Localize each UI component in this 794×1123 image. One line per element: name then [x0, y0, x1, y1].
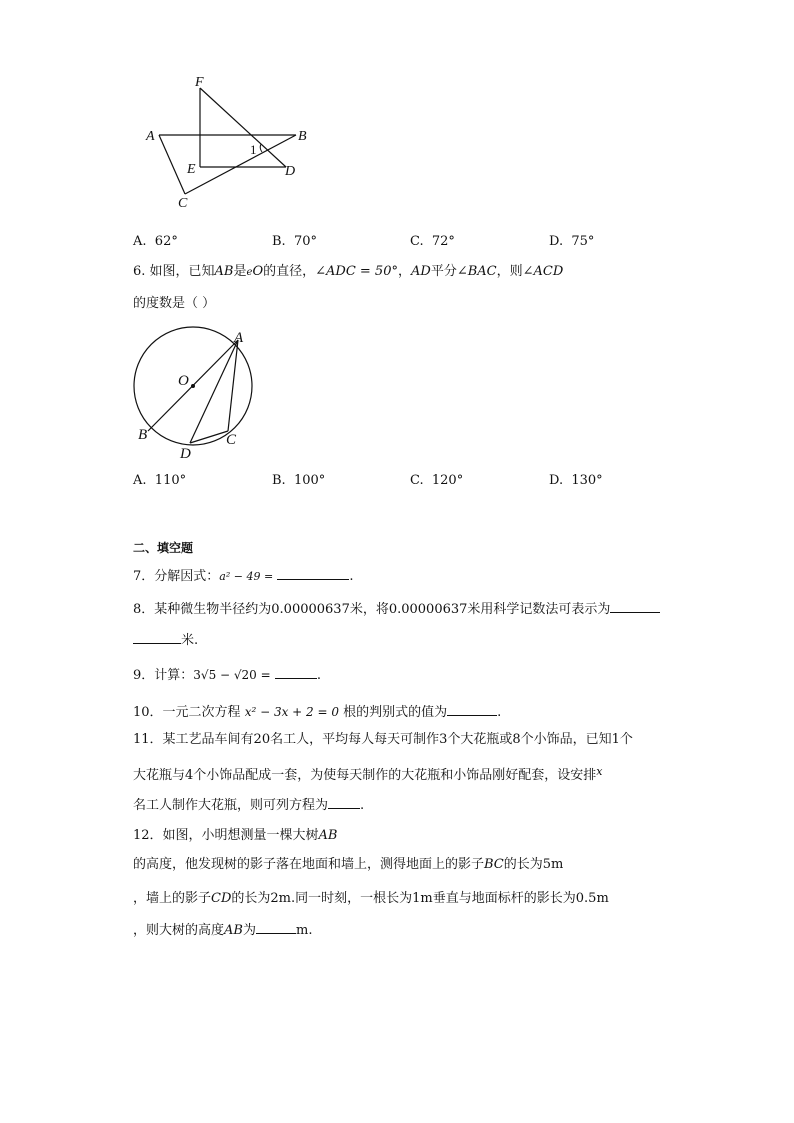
label-A: A [234, 330, 244, 346]
label-F: F [195, 75, 204, 90]
option-value: 120° [431, 473, 464, 488]
q6-then: ，则 [496, 264, 523, 279]
q12-cd: CD [211, 891, 232, 906]
label-E: E [187, 162, 196, 177]
label-O: O [178, 373, 189, 389]
q6-ad: AD [411, 264, 431, 279]
option-letter: D. [549, 234, 564, 249]
segment-FD [200, 88, 286, 167]
q5-option-d [549, 234, 594, 250]
question-12-line4 [133, 921, 312, 939]
q12-line1-text: 12．如图，小明想测量一棵大树 [133, 828, 319, 843]
q12-ab2: AB [224, 923, 243, 938]
q6-o: O [252, 264, 264, 279]
question-11-line2 [133, 764, 603, 784]
question-8-line1 [133, 600, 660, 618]
center-point [191, 384, 195, 388]
label-C: C [178, 196, 188, 211]
q12-2m: 2m [270, 891, 292, 906]
q12-line2-mid: 的长为 [503, 857, 543, 872]
q11-line2-text: 大花瓶与4个小饰品配成一套，为使每天制作的大花瓶和小饰品刚好配套，设安排 [133, 768, 597, 783]
q12-unit: m [295, 923, 309, 938]
option-letter: A. [133, 473, 147, 488]
q6-bisect: 平分 [430, 264, 457, 279]
segment-AD [190, 340, 238, 443]
q12-line3-d: 垂直与地面标杆的影长为 [432, 891, 576, 906]
option-letter: C. [410, 473, 424, 488]
q12-ab: AB [318, 828, 338, 843]
q6-is: 是 [233, 264, 247, 279]
q5-option-b [272, 234, 317, 250]
q6-line2: 的度数是（ ） [133, 296, 216, 311]
option-letter: B. [272, 473, 286, 488]
option-letter: D. [549, 473, 564, 488]
q12-line4-b: 为 [242, 923, 256, 938]
q8-end: 米. [181, 633, 199, 648]
answer-blank[interactable] [275, 666, 317, 679]
q8-text: 8．某种微生物半径约为0.00000637米，将0.00000637米用科学记数法可表示为 [133, 602, 611, 617]
option-letter: C. [410, 234, 424, 249]
q9-end: . [316, 668, 321, 683]
q6-line1 [133, 264, 563, 281]
q7-end: . [349, 569, 354, 584]
segment-CB [185, 135, 296, 194]
q6-option-d [549, 473, 603, 489]
question-8-line2 [133, 631, 198, 649]
q10-equation: x² − 3x + 2 = 0 [244, 705, 339, 719]
label-1: 1 [250, 142, 257, 157]
q12-line2-text: 的高度，他发现树的影子落在地面和墙上，测得地面上的影子 [133, 857, 485, 872]
label-C: C [226, 432, 237, 448]
q6-angle-acd: ∠ACD [522, 264, 564, 279]
option-value: 110° [154, 473, 187, 488]
question-7 [133, 567, 353, 585]
q7-number: 7．分解因式： [133, 569, 220, 584]
q6-option-a [133, 473, 186, 489]
q5-option-c [410, 234, 455, 250]
answer-blank[interactable] [328, 796, 360, 809]
question-10 [133, 703, 501, 721]
answer-blank[interactable] [447, 703, 497, 716]
q12-line3-b: 的长为 [231, 891, 271, 906]
q6-angle-bac: ∠BAC [456, 264, 497, 279]
label-D: D [285, 164, 296, 179]
answer-blank-continued[interactable] [133, 631, 181, 644]
question-11-line3 [133, 796, 364, 814]
geometry-figure-triangles [140, 72, 320, 212]
option-letter: A. [133, 234, 147, 249]
q10-rest: 根的判别式的值为 [343, 705, 448, 720]
question-12-line2 [133, 857, 563, 873]
q12-bc: BC [484, 857, 504, 872]
label-D: D [180, 446, 191, 462]
segment-AC [228, 340, 238, 431]
q9-expression: 3√5 − √20 = [193, 668, 271, 682]
q12-line3-c: .同一时刻，一根长为 [291, 891, 413, 906]
circle-symbol: e [246, 267, 253, 278]
section-heading: 二、填空题 [133, 541, 194, 555]
option-value: 62° [154, 234, 178, 249]
q6-option-c [410, 473, 463, 489]
option-value: 72° [431, 234, 455, 249]
q5-option-a [133, 234, 178, 250]
answer-blank[interactable] [277, 567, 349, 580]
q9-number: 9．计算： [133, 668, 194, 683]
label-A: A [146, 129, 155, 144]
label-B: B [298, 129, 307, 144]
q12-end: . [308, 923, 313, 938]
question-12-line3 [133, 891, 609, 907]
label-B: B [138, 427, 148, 443]
option-value: 100° [293, 473, 326, 488]
option-value: 130° [571, 473, 603, 488]
q6-angle-adc: ∠ADC = 50° [315, 264, 398, 279]
question-12-line1 [133, 828, 338, 844]
q11-variable: x [596, 765, 603, 778]
q7-expression: a² − 49 = [219, 570, 274, 583]
q6-option-b [272, 473, 325, 489]
q6-diam: 的直径， [263, 264, 316, 279]
q12-line4-a: ，则大树的高度 [133, 923, 225, 938]
q6-comma: ， [397, 264, 411, 279]
q6-ab: AB [214, 264, 234, 279]
question-11-line1: 11．某工艺品车间有20名工人，平均每人每天可制作3个大花瓶或8个小饰品，已知1个 [133, 732, 633, 747]
geometry-figure-circle [125, 325, 265, 465]
q12-0-5m: 0.5m [575, 891, 609, 906]
q11-end: . [360, 798, 365, 813]
q6-number: 6. 如图，已知 [133, 264, 215, 279]
q12-5m: 5m [542, 857, 564, 872]
q12-line3-a: ，墙上的影子 [133, 891, 212, 906]
q10-end: . [497, 705, 502, 720]
q10-number: 10．一元二次方程 [133, 705, 241, 720]
segment-AC [159, 135, 185, 194]
option-letter: B. [272, 234, 286, 249]
answer-blank[interactable] [610, 600, 660, 613]
q11-line3-text: 名工人制作大花瓶，则可列方程为 [133, 798, 329, 813]
question-9 [133, 666, 321, 684]
q12-1m: 1m [412, 891, 433, 906]
answer-blank[interactable] [256, 921, 296, 934]
option-value: 70° [293, 234, 317, 249]
option-value: 75° [571, 234, 595, 249]
